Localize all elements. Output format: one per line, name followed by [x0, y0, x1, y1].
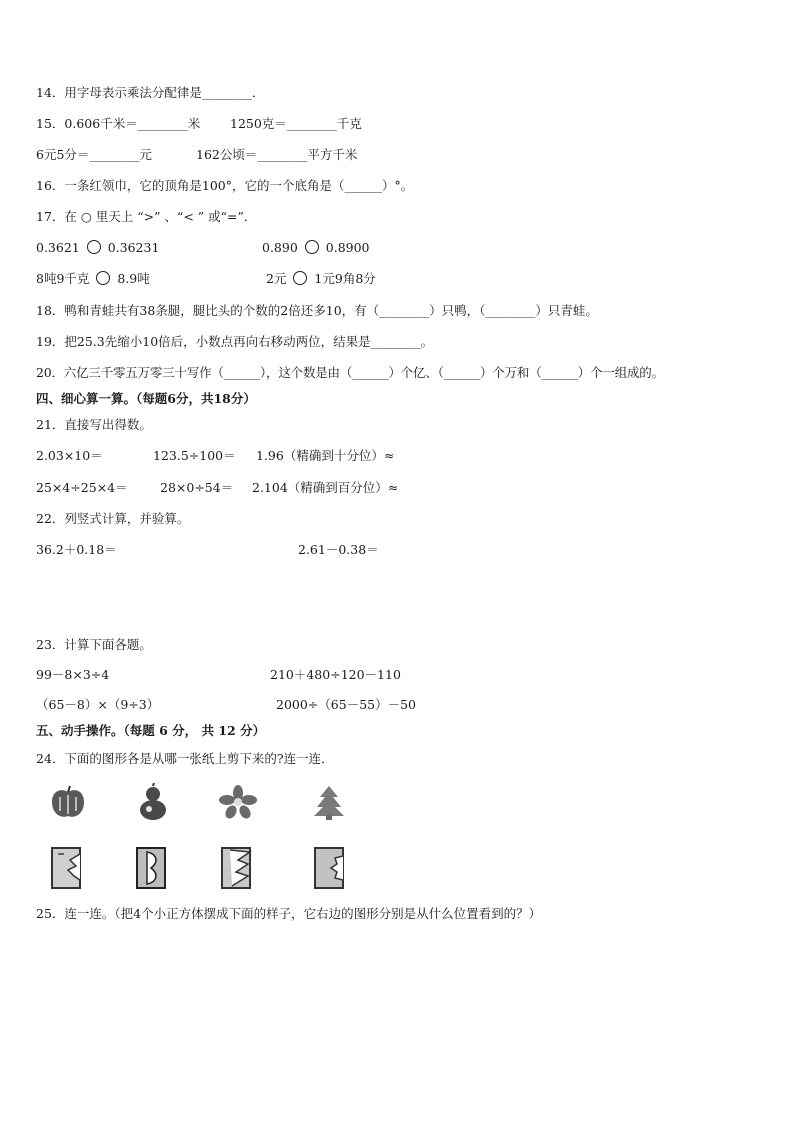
compare-right: 0.8900 [325, 240, 370, 255]
paper-3-icon [220, 846, 252, 890]
tree-icon [311, 785, 347, 821]
question-22: 22．列竖式计算，并验算。 [36, 511, 190, 526]
section-5-heading: 五、动手操作。（每题 6 分， 共 12 分） [36, 723, 266, 738]
calc-23d: 2000÷（65－55）－50 [276, 697, 417, 712]
calc-21d: 25×4÷25×4＝ [36, 480, 128, 495]
calc-21a: 2.03×10＝ [36, 448, 103, 463]
question-20: 20．六亿三千零五万零三十写作（______），这个数是由（______）个亿、（______）个万和（______）个一组成的。 [36, 365, 664, 380]
compare-right: 0.36231 [107, 240, 160, 255]
paper-2-icon [135, 846, 167, 890]
question-16: 16．一条红领巾，它的顶角是100°，它的一个底角是（______）°。 [36, 178, 414, 193]
calc-21f: 2.104（精确到百分位）≈ [252, 480, 399, 495]
question-21: 21．直接写出得数。 [36, 417, 152, 432]
question-19: 19．把25.3先缩小10倍后，小数点再向右移动两位，结果是________。 [36, 334, 434, 349]
question-25: 25．连一连。（把4个小正方体摆成下面的样子，它右边的图形分别是从什么位置看到的？） [36, 906, 542, 921]
question-18: 18．鸭和青蛙共有38条腿，腿比头的个数的2倍还多10，有（________）只鸭，（________）只青蛙。 [36, 303, 598, 318]
compare-circle-icon[interactable] [87, 240, 101, 254]
compare-left: 8吨9千克 [36, 271, 90, 286]
compare-left: 0.890 [262, 240, 298, 255]
question-15d: 162公顷＝________平方千米 [196, 147, 358, 162]
calc-21e: 28×0÷54＝ [160, 480, 234, 495]
compare-right: 8.9吨 [117, 271, 150, 286]
compare-left: 0.3621 [36, 240, 80, 255]
paper-1-icon [50, 846, 82, 890]
question-14: 14．用字母表示乘法分配律是________． [36, 85, 265, 100]
compare-circle-icon[interactable] [293, 271, 307, 285]
compare-circle-icon[interactable] [305, 240, 319, 254]
flower-icon [218, 785, 258, 819]
compare-left: 2元 [266, 271, 287, 286]
compare-row-4 [266, 271, 376, 287]
calc-23b: 210＋480÷120－110 [270, 667, 401, 682]
compare-row-3 [36, 271, 150, 287]
compare-right: 1元9角8分 [314, 271, 376, 286]
question-24: 24．下面的图形各是从哪一张纸上剪下来的?连一连． [36, 751, 334, 766]
apple-icon [48, 785, 88, 821]
calc-21c: 1.96（精确到十分位）≈ [256, 448, 395, 463]
calc-23c: （65－8）×（9÷3） [36, 697, 160, 712]
calc-22a: 36.2＋0.18＝ [36, 542, 117, 557]
calc-21b: 123.5÷100＝ [153, 448, 236, 463]
question-15a: 15．0.606千米＝________米 [36, 116, 201, 131]
gourd-icon [135, 783, 171, 821]
compare-row-2 [262, 240, 370, 256]
question-15b: 1250克＝________千克 [230, 116, 362, 131]
calc-23a: 99－8×3÷4 [36, 667, 110, 682]
compare-row-1 [36, 240, 159, 256]
question-23: 23．计算下面各题。 [36, 637, 152, 652]
section-4-heading: 四、细心算一算。（每题6分，共18分） [36, 391, 256, 406]
paper-4-icon [313, 846, 345, 890]
compare-circle-icon[interactable] [96, 271, 110, 285]
question-17: 17．在 ○ 里天上 “>” 、“< ” 或“=”． [36, 209, 257, 224]
calc-22b: 2.61－0.38＝ [298, 542, 379, 557]
question-15c: 6元5分＝________元 [36, 147, 152, 162]
